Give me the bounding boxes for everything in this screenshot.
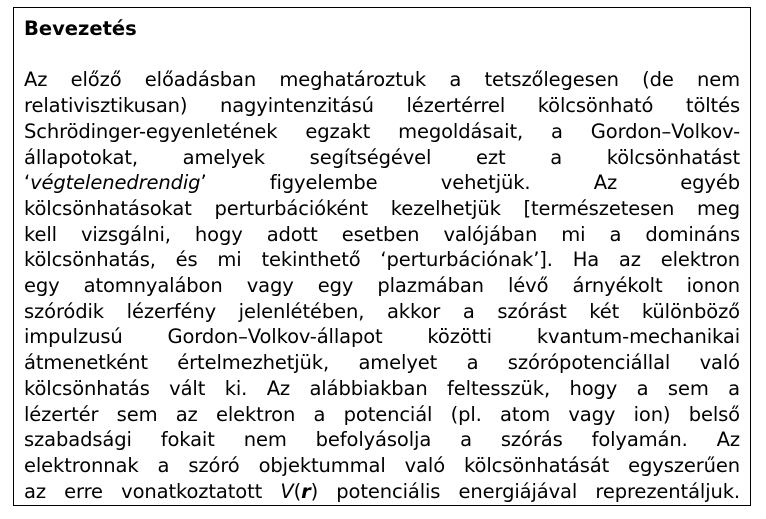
paragraph-line: egy atomnyalábon vagy egy plazmában lévő árnyékolt ionon [24,274,740,298]
paragraph-line: impulzusú Gordon–Volkov-állapot közötti kvantum-mechanikai [24,325,740,349]
paragraph-line: az erre vonatkoztatott V(r) potenciális energiájával reprezentáljuk. [24,479,740,503]
paragraph-line: kölcsönhatás vált ki. Az alábbiakban feltesszük, hogy a sem a [24,376,740,400]
blank-line [24,42,740,68]
paragraph-line: átmenetként értelmezhetjük, amelyet a szórópotenciállal való [24,351,740,375]
paragraph-line: kölcsönhatásokat perturbációként kezelhetjük [természetesen meg [24,196,740,220]
paragraph-line: Schrödinger-egyenletének egzakt megoldásait, a Gordon–Volkov- [24,119,740,143]
paragraph-line: szóródik lézerfény jelenlétében, akkor a szórást két különböző [24,299,740,323]
paragraph-line: kell vizsgálni, hogy adott esetben valójában mi a domináns [24,222,740,246]
paragraph-line: állapotokat, amelyek segítségével ezt a kölcsönhatást [24,145,740,169]
paragraph-line: relativisztikusan) nagyintenzitású lézertérrel kölcsönható töltés [24,94,740,118]
position-vector-symbol: r [301,479,311,503]
paragraph-line: ‘végtelenedrendig’ figyelembe vehetjük. Az egyéb [24,171,740,195]
potential-symbol: V [280,479,294,503]
paragraph-line: lézertér sem az elektron a potenciál (pl. atom vagy ion) belső [24,402,740,426]
section-heading: Bevezetés [24,17,137,40]
paragraph-line: Az előző előadásban meghatároztuk a tetszőlegesen (de nem [24,68,740,92]
text-box [13,7,751,506]
paragraph-line: szabadsági fokait nem befolyásolja a szórás folyamán. Az [24,428,740,452]
body-paragraph [24,67,740,504]
italic-term: végtelenedrendig [30,171,201,195]
paragraph-line: kölcsönhatás, és mi tekinthető ‘perturbációnak’]. Ha az elektron [24,248,740,272]
paragraph-line: elektronnak a szóró objektummal való kölcsönhatását egyszerűen [24,453,740,477]
